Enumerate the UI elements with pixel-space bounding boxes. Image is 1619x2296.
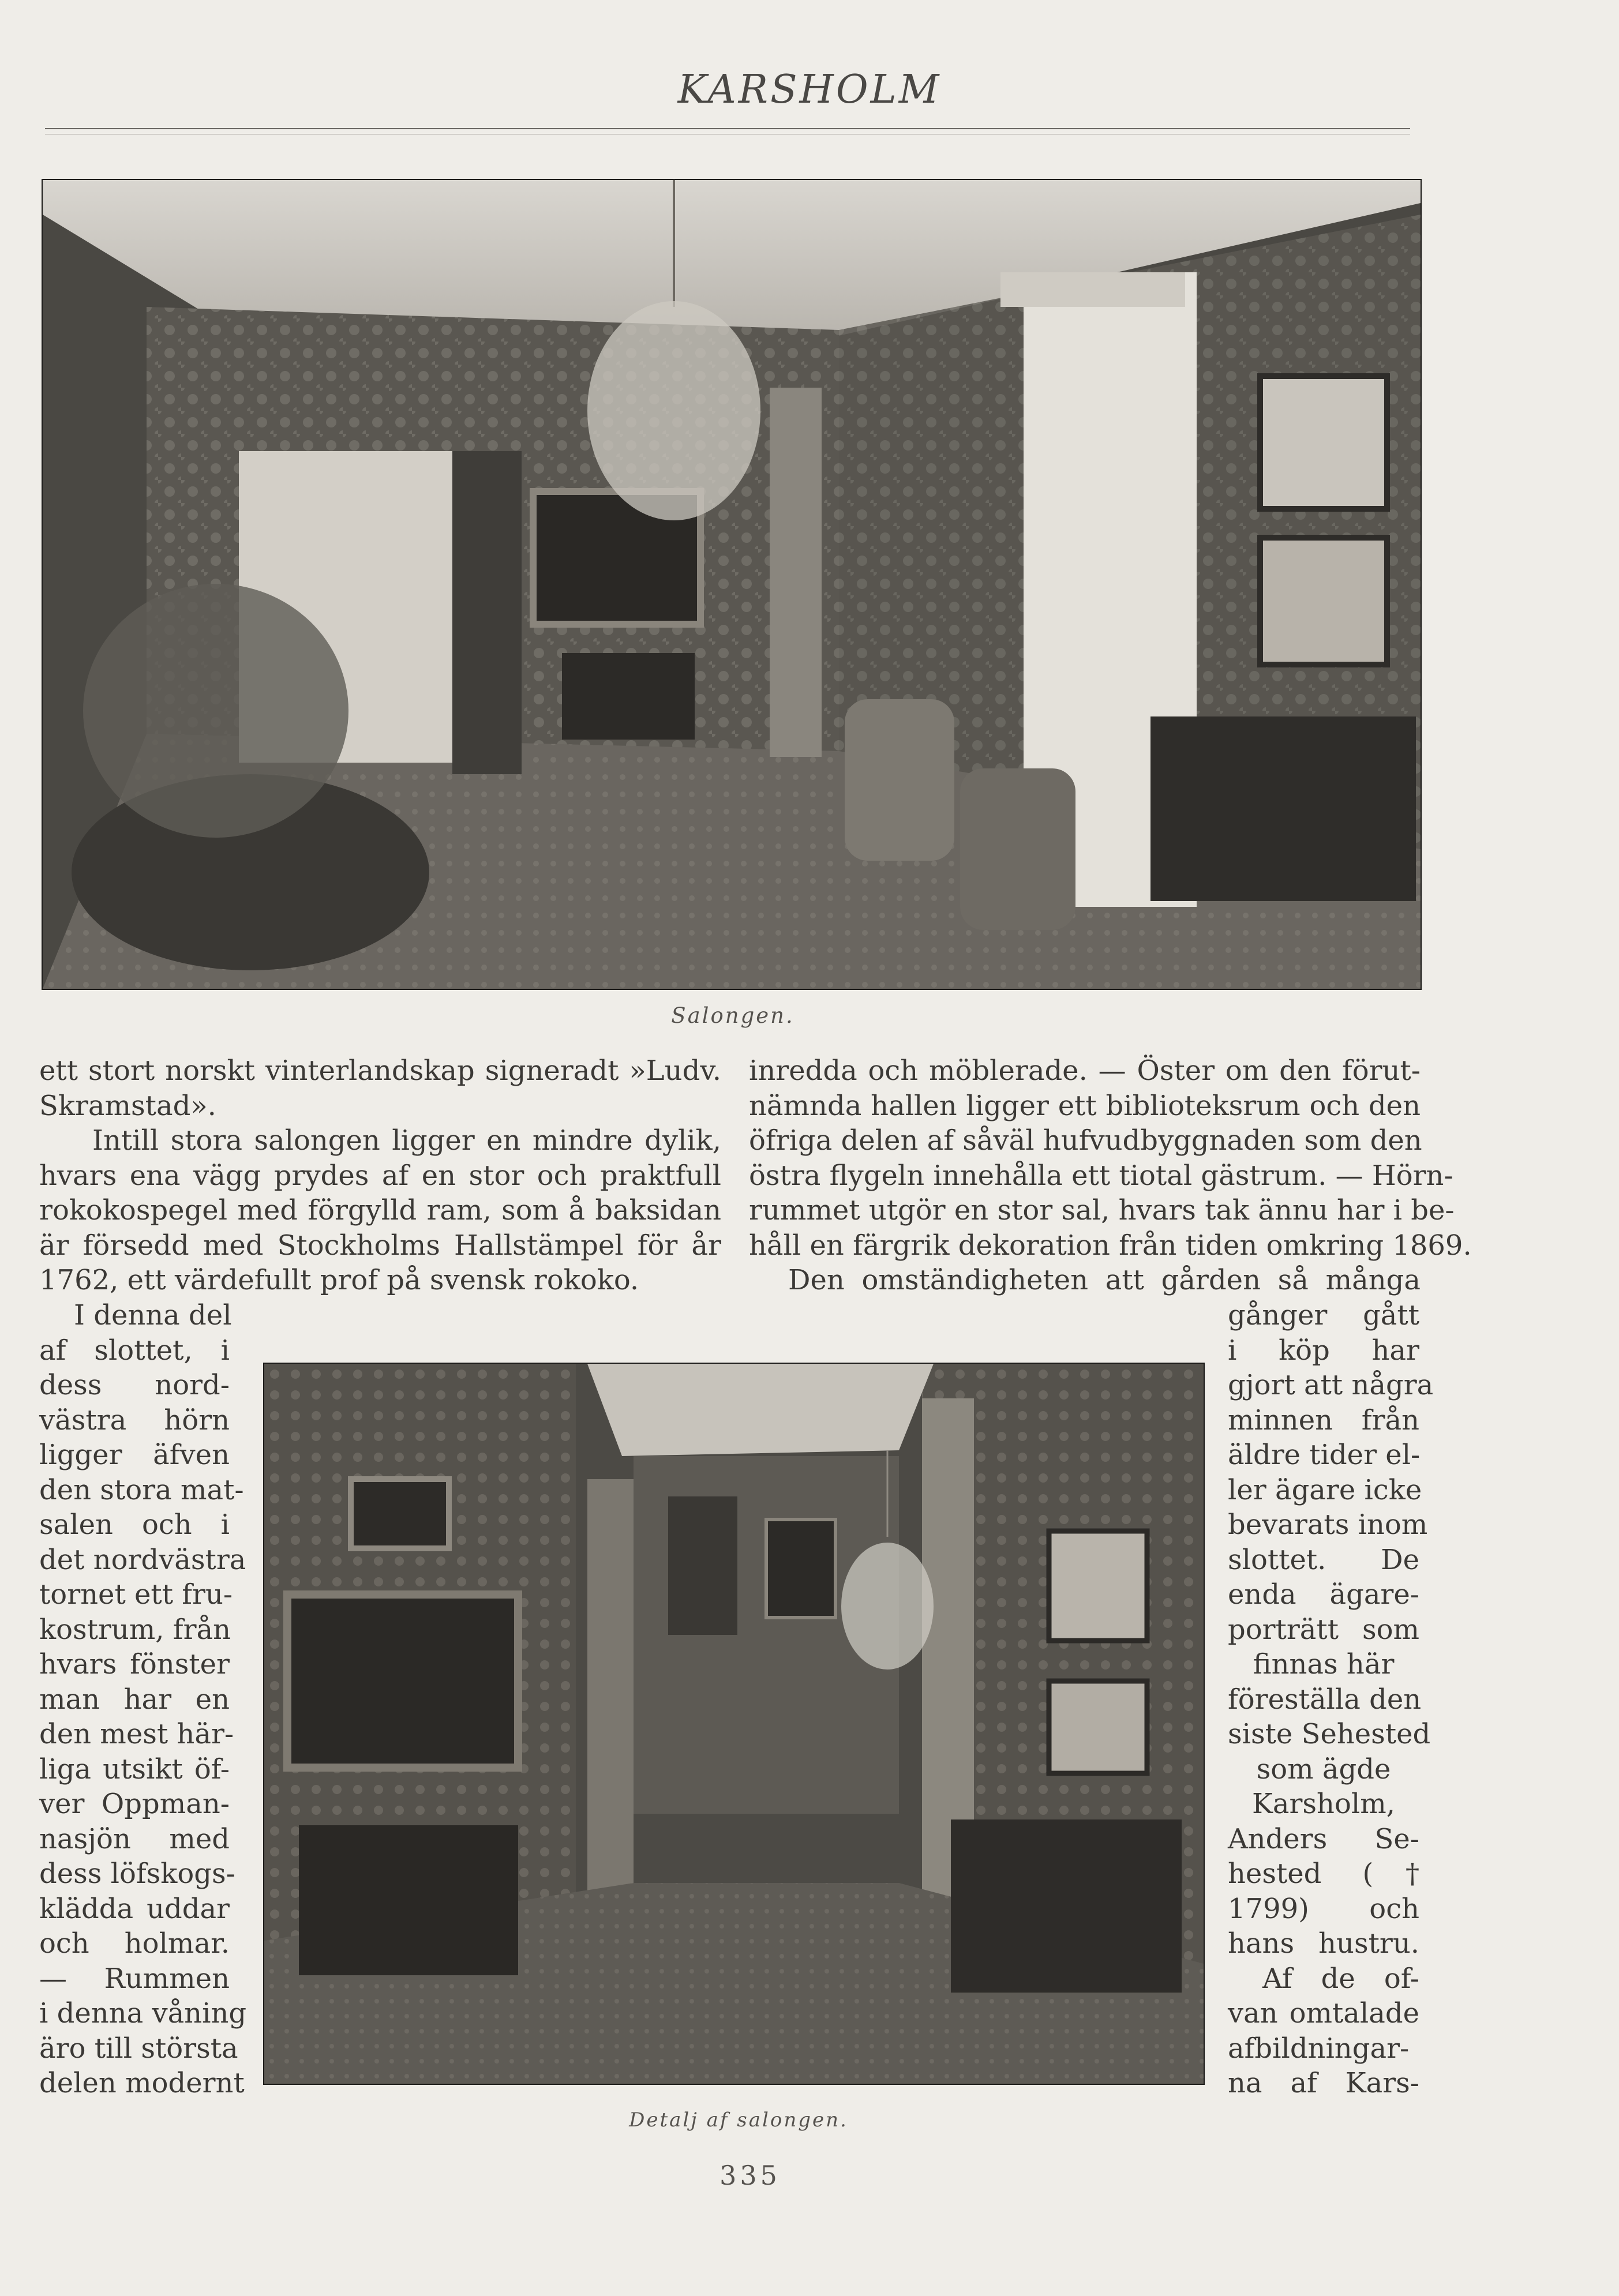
text-line: äldre tider el- bbox=[1228, 1439, 1421, 1471]
text-line: hvars ena vägg prydes af en stor och praktfull bbox=[39, 1159, 721, 1192]
text-line: ett stort norskt vinterlandskap signeradt »Ludv. bbox=[39, 1055, 721, 1087]
text-line: porträtt som bbox=[1228, 1613, 1419, 1646]
text-line: öfriga delen af såväl hufvudbyggnaden som den bbox=[749, 1124, 1422, 1157]
text-line: det nordvästra bbox=[39, 1543, 246, 1576]
text-line: Af de of- bbox=[1262, 1962, 1419, 1995]
text-line: den mest här- bbox=[39, 1718, 234, 1750]
text-line: 1799) och bbox=[1228, 1892, 1419, 1925]
salon-photograph bbox=[42, 179, 1422, 990]
figure-caption-salon: Salongen. bbox=[671, 1003, 794, 1028]
text-line: östra flygeln innehålla ett tiotal gästrum. — Hörn- bbox=[749, 1159, 1453, 1192]
text-line: inredda och möblerade. — Öster om den förut- bbox=[749, 1055, 1421, 1087]
text-line: och holmar. bbox=[39, 1927, 230, 1960]
text-line: västra hörn bbox=[39, 1404, 230, 1436]
left-column-narrow-text bbox=[39, 1298, 247, 2101]
text-line: man har en bbox=[39, 1683, 230, 1716]
text-line: tornet ett fru- bbox=[39, 1578, 233, 1611]
text-line: ver Oppman- bbox=[39, 1788, 230, 1820]
header-rule bbox=[45, 128, 1410, 129]
text-line: dess löfskogs- bbox=[39, 1858, 235, 1890]
page-number: 335 bbox=[719, 2160, 781, 2191]
text-line: är försedd med Stockholms Hallstämpel för år bbox=[39, 1229, 721, 1262]
text-line: gjort att några bbox=[1228, 1369, 1434, 1401]
right-column-top-text bbox=[749, 1053, 1472, 1298]
text-line: rummet utgör en stor sal, hvars tak ännu har i be- bbox=[749, 1194, 1455, 1226]
text-line: dess nord- bbox=[39, 1369, 230, 1401]
text-line: I denna del bbox=[74, 1299, 232, 1331]
text-line: hans hustru. bbox=[1228, 1927, 1419, 1960]
text-line: hested († bbox=[1228, 1858, 1419, 1890]
text-line: Anders Se- bbox=[1228, 1822, 1419, 1855]
text-line: föreställa den bbox=[1228, 1683, 1422, 1716]
text-line: håll en färgrik dekoration från tiden omkring 1869. bbox=[749, 1229, 1472, 1262]
text-line: ler ägare icke bbox=[1228, 1473, 1422, 1506]
salon-detail-photograph bbox=[263, 1363, 1205, 2085]
text-line: bevarats inom bbox=[1228, 1509, 1428, 1541]
figure-caption-detail: Detalj af salongen. bbox=[629, 2109, 848, 2132]
text-line: na af Kars- bbox=[1228, 2067, 1419, 2099]
text-line: Skramstad». bbox=[39, 1089, 216, 1122]
text-line: hvars fönster bbox=[39, 1648, 230, 1680]
text-line: nämnda hallen ligger ett biblioteksrum och den bbox=[749, 1089, 1421, 1122]
text-line: finnas här bbox=[1253, 1648, 1395, 1680]
text-line: 1762, ett värdefullt prof på svensk rokoko. bbox=[39, 1264, 639, 1296]
left-column-top-text bbox=[39, 1053, 721, 1298]
text-line: nasjön med bbox=[39, 1822, 230, 1855]
text-line: minnen från bbox=[1228, 1404, 1419, 1436]
text-line: — Rummen bbox=[39, 1962, 230, 1995]
text-line: äro till största bbox=[39, 2032, 238, 2065]
text-line: siste Sehested bbox=[1228, 1718, 1431, 1750]
text-line: i denna våning bbox=[39, 1997, 247, 2029]
text-line: som ägde bbox=[1256, 1753, 1391, 1785]
text-line: Den omständigheten att gården så många bbox=[788, 1264, 1421, 1296]
text-line: gånger gått bbox=[1228, 1299, 1419, 1331]
text-line: af slottet, i bbox=[39, 1334, 230, 1367]
text-line: slottet. De bbox=[1228, 1543, 1419, 1576]
text-line: i köp har bbox=[1228, 1334, 1419, 1367]
text-line: kostrum, från bbox=[39, 1613, 231, 1646]
text-line: den stora mat- bbox=[39, 1473, 244, 1506]
text-line: Karsholm, bbox=[1252, 1788, 1395, 1820]
running-title: KARSHOLM bbox=[677, 67, 942, 112]
text-line: van omtalade bbox=[1228, 1997, 1419, 2029]
text-line: afbildningar- bbox=[1228, 2032, 1410, 2065]
text-line: klädda uddar bbox=[39, 1892, 230, 1925]
text-line: enda ägare- bbox=[1228, 1578, 1419, 1611]
text-line: delen modernt bbox=[39, 2067, 245, 2099]
text-line: rokokospegel med förgylld ram, som å baksidan bbox=[39, 1194, 721, 1226]
text-line: Intill stora salongen ligger en mindre dylik, bbox=[92, 1124, 721, 1157]
text-line: liga utsikt öf- bbox=[39, 1753, 230, 1785]
text-line: ligger äfven bbox=[39, 1439, 230, 1471]
right-column-narrow-text bbox=[1228, 1298, 1434, 2101]
text-line: salen och i bbox=[39, 1509, 230, 1541]
